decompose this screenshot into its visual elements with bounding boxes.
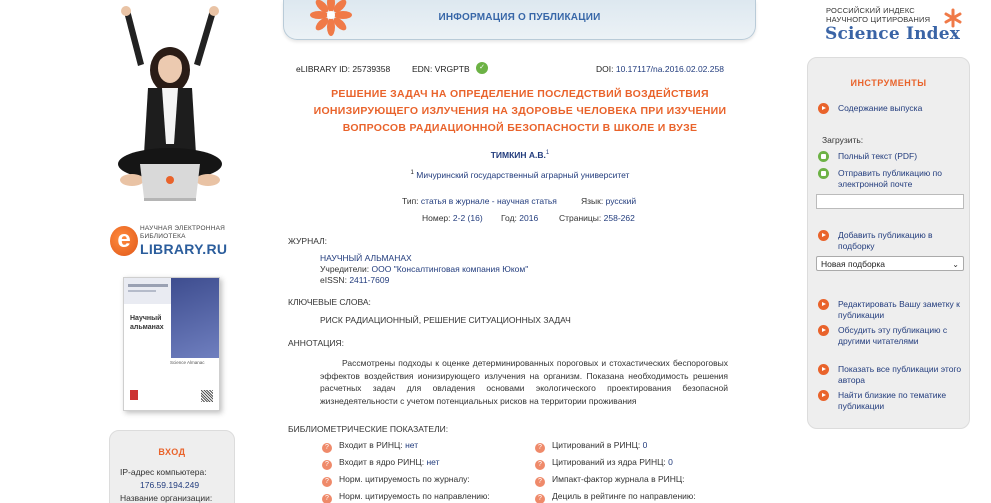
chevron-down-icon: ⌄: [952, 260, 959, 269]
science-index-line-1: РОССИЙСКИЙ ИНДЕКС: [826, 6, 915, 15]
download-label: Загрузить:: [822, 135, 864, 145]
page-title: ИНФОРМАЦИЯ О ПУБЛИКАЦИИ: [438, 12, 601, 23]
keywords-section-label: КЛЮЧЕВЫЕ СЛОВА:: [288, 297, 371, 307]
help-icon[interactable]: ?: [535, 477, 545, 487]
collection-select[interactable]: Новая подборка ⌄: [816, 256, 964, 271]
arrow-right-icon: [818, 299, 829, 310]
edn: EDN: VRGPTB: [412, 64, 470, 74]
doi-link[interactable]: 10.17117/na.2016.02.02.258: [615, 64, 724, 74]
help-icon[interactable]: ?: [322, 443, 332, 453]
login-ip-value: 176.59.194.249: [140, 480, 200, 490]
cover-publisher-logo-icon: [130, 390, 170, 404]
login-org-label: Название организации:: [120, 493, 213, 503]
arrow-right-icon: [818, 230, 829, 241]
download-icon: [818, 151, 829, 162]
doi: DOI: 10.17117/na.2016.02.02.258: [596, 64, 724, 74]
login-ip-label: IP-адрес компьютера:: [120, 467, 207, 477]
add-to-collection-link[interactable]: Добавить публикацию в подборку: [818, 230, 966, 252]
full-text-pdf-link[interactable]: Полный текст (PDF): [818, 151, 966, 162]
metric-item: ? Цитирований в РИНЦ: 0: [535, 440, 647, 453]
tools-title: ИНСТРУМЕНТЫ: [850, 78, 927, 88]
help-icon[interactable]: ?: [535, 494, 545, 503]
edit-note-link[interactable]: Редактировать Вашу заметку к публикации: [818, 299, 966, 321]
publication-language: Язык: русский: [581, 196, 637, 206]
arrow-right-icon: [818, 390, 829, 401]
elibrary-tagline-1: НАУЧНАЯ ЭЛЕКТРОННАЯ: [140, 225, 226, 232]
login-title: ВХОД: [158, 447, 186, 457]
banner-girl-laptop-image: [110, 4, 230, 202]
publication-title: РЕШЕНИЕ ЗАДАЧ НА ОПРЕДЕЛЕНИЕ ПОСЛЕДСТВИЙ ВОЗДЕЙСТВИЯ ИОНИЗИРУЮЩЕГО ИЗЛУЧЕНИЯ НА ЗДОРОВЬЕ ЧЕЛОВЕКА ПРИ ИЗУЧЕНИИ ВОПРОСОВ РАДИАЦИОННОЙ БЕЗОПАСНОСТИ В ШКОЛЕ И ВУЗЕ: [313, 88, 727, 134]
help-icon[interactable]: ?: [322, 477, 332, 487]
publication-type: Тип: статья в журнале - научная статья: [402, 196, 557, 206]
cover-qr-icon: [201, 390, 213, 402]
journal-founders-link[interactable]: ООО "Консалтинговая компания Юком": [371, 264, 529, 274]
help-icon[interactable]: ?: [322, 494, 332, 503]
email-icon: [818, 168, 829, 179]
help-icon[interactable]: ?: [322, 460, 332, 470]
metric-item: ? Входит в ядро РИНЦ: нет: [322, 457, 439, 470]
help-icon[interactable]: ?: [535, 443, 545, 453]
asterisk-icon: [943, 8, 963, 28]
elibrary-tagline-2: БИБЛИОТЕКА: [140, 233, 186, 240]
affiliation: $^1$ Мичуринский государственный аграрный университет: [410, 170, 630, 180]
discuss-link[interactable]: Обсудить эту публикацию с другими читателями: [818, 325, 966, 347]
arrow-right-icon: [818, 103, 829, 114]
journal-block: НАУЧНЫЙ АЛЬМАНАХ Учредители: ООО "Консалтинговая компания Юком" eISSN: 2411-7609: [320, 253, 529, 285]
keywords-links[interactable]: РИСК РАДИАЦИОННЫЙ, РЕШЕНИЕ СИТУАЦИОННЫХ ЗАДАЧ: [320, 315, 571, 325]
metric-item: ? Импакт-фактор журнала в РИНЦ:: [535, 474, 685, 487]
abstract-text: Рассмотрены подходы к оценке детерминированных пороговых и стохастических беспороговых эффектов воздействия ионизирующего излучения на организм. Показана необходимость решения расчетных задач для овладения основами экологического проектирования безопасной жизнедеятельности с учетом потенциальных рисков на территории проживания: [320, 358, 728, 406]
elibrary-id: eLIBRARY ID: 25739358: [296, 64, 391, 74]
similar-publications-link[interactable]: Найти близкие по тематике публикации: [818, 390, 966, 412]
arrow-right-icon: [818, 325, 829, 336]
journal-name-link[interactable]: НАУЧНЫЙ АЛЬМАНАХ: [320, 253, 412, 263]
journal-section-label: ЖУРНАЛ:: [288, 236, 328, 246]
email-input[interactable]: [816, 194, 964, 209]
elibrary-e-icon: e: [110, 226, 138, 256]
publication-year: Год: 2016: [501, 213, 539, 223]
metric-item: ? Цитирований из ядра РИНЦ: 0: [535, 457, 673, 470]
metric-item: ? Дециль в рейтинге по направлению:: [535, 491, 696, 503]
journal-cover-image[interactable]: [123, 277, 220, 411]
publication-info: [285, 0, 755, 503]
science-index-line-2: НАУЧНОГО ЦИТИРОВАНИЯ: [826, 15, 931, 24]
elibrary-logo[interactable]: [110, 222, 235, 258]
help-icon[interactable]: ?: [535, 460, 545, 470]
science-index-name: Science Index: [825, 24, 961, 44]
open-access-icon[interactable]: ✓: [476, 62, 488, 74]
login-panel: [109, 430, 235, 503]
publication-pages: Страницы: 258-262: [559, 213, 635, 223]
science-index-logo[interactable]: [825, 4, 975, 48]
cover-subtitle: Science Almanac: [170, 360, 205, 365]
elibrary-name: LIBRARY.RU: [140, 241, 228, 257]
metric-item: ? Норм. цитируемость по журналу:: [322, 474, 470, 487]
author-publications-link[interactable]: Показать все публикации этого автора: [818, 364, 966, 386]
tools-panel: [807, 57, 970, 429]
arrow-right-icon: [818, 364, 829, 375]
metric-item: ? Входит в РИНЦ: нет: [322, 440, 418, 453]
cover-title: Научный альманах: [130, 315, 164, 331]
left-column: [0, 0, 270, 503]
metric-item: ? Норм. цитируемость по направлению:: [322, 491, 490, 503]
publication-number: Номер: 2-2 (16): [422, 213, 483, 223]
send-by-email-link[interactable]: Отправить публикацию по электронной почте: [818, 168, 966, 190]
author-link[interactable]: ТИМКИН А.В.$^1$: [490, 150, 550, 160]
metrics-section-label: БИБЛИОМЕТРИЧЕСКИЕ ПОКАЗАТЕЛИ:: [288, 424, 449, 434]
issue-contents-link[interactable]: Содержание выпуска: [818, 103, 966, 114]
abstract-section-label: АННОТАЦИЯ:: [288, 338, 345, 348]
